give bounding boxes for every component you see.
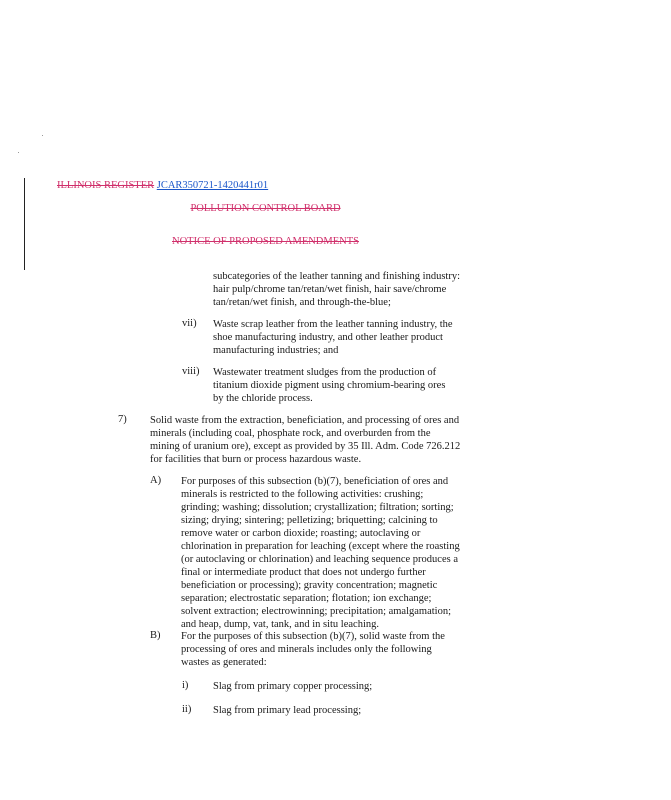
scan-speck	[18, 152, 19, 153]
item-ii-text: Slag from primary lead processing;	[213, 705, 362, 716]
item-viii-label: viii)	[182, 366, 200, 377]
notice-title: NOTICE OF PROPOSED AMENDMENTS	[172, 236, 359, 247]
item-a-label: A)	[150, 475, 162, 486]
item-vii-label: vii)	[182, 318, 197, 329]
scan-speck	[42, 135, 43, 136]
item-b-label: B)	[150, 630, 161, 641]
item-7-label: 7)	[118, 414, 127, 425]
continuation-paragraph: subcategories of the leather tanning and finishing industry: hair pulp/chrome tan/retan/wet finish, hair save/chrome tan/retan/wet finish, and through-the-blue;	[213, 271, 460, 308]
board-title: POLLUTION CONTROL BOARD	[190, 203, 341, 214]
item-vii-text: Waste scrap leather from the leather tanning industry, the shoe manufacturing industry, and other leather product manufacturing industries; and	[213, 319, 453, 356]
item-a-text: For purposes of this subsection (b)(7), beneficiation of ores and minerals is restricted to the following activities: crushing; grinding; washing; dissolution; crystallization; filtration; sorting; sizing; drying; sintering; pelletizing; briquetting; calcining to remove water or carbon dioxide; roasting; autoclaving or chlorination in preparation for leaching (except where the roasting (or autoclaving or chlorination) and leaching sequence produces a final or intermediate product that does not undergo further beneficiation or processing); gravity concentration; magnetic separation; electrostatic separation; flotation; ion exchange; solvent extraction; electrowinning; precipitation; amalgamation; and heap, dump, vat, tank, and in situ leaching.	[181, 476, 460, 630]
item-ii-label: ii)	[182, 704, 192, 715]
register-link[interactable]: JCAR350721-1420441r01	[156, 180, 269, 191]
item-i-text: Slag from primary copper processing;	[213, 681, 373, 692]
register-title-struck: ILLINOIS REGISTER	[57, 180, 155, 191]
item-viii-text: Wastewater treatment sludges from the production of titanium dioxide pigment using chromium-bearing ores by the chloride process.	[213, 367, 446, 404]
register-header	[57, 180, 268, 191]
item-i-label: i)	[182, 680, 189, 691]
item-b-text: For the purposes of this subsection (b)(7), solid waste from the processing of ores and minerals includes only the following wastes as generated:	[181, 631, 445, 668]
revision-change-bar	[24, 178, 25, 270]
item-7-text: Solid waste from the extraction, beneficiation, and processing of ores and minerals (including coal, phosphate rock, and overburden from the mining of uranium ore), except as provided by 35 Ill. Adm. Code 726.212 for facilities that burn or process hazardous waste.	[150, 415, 461, 465]
